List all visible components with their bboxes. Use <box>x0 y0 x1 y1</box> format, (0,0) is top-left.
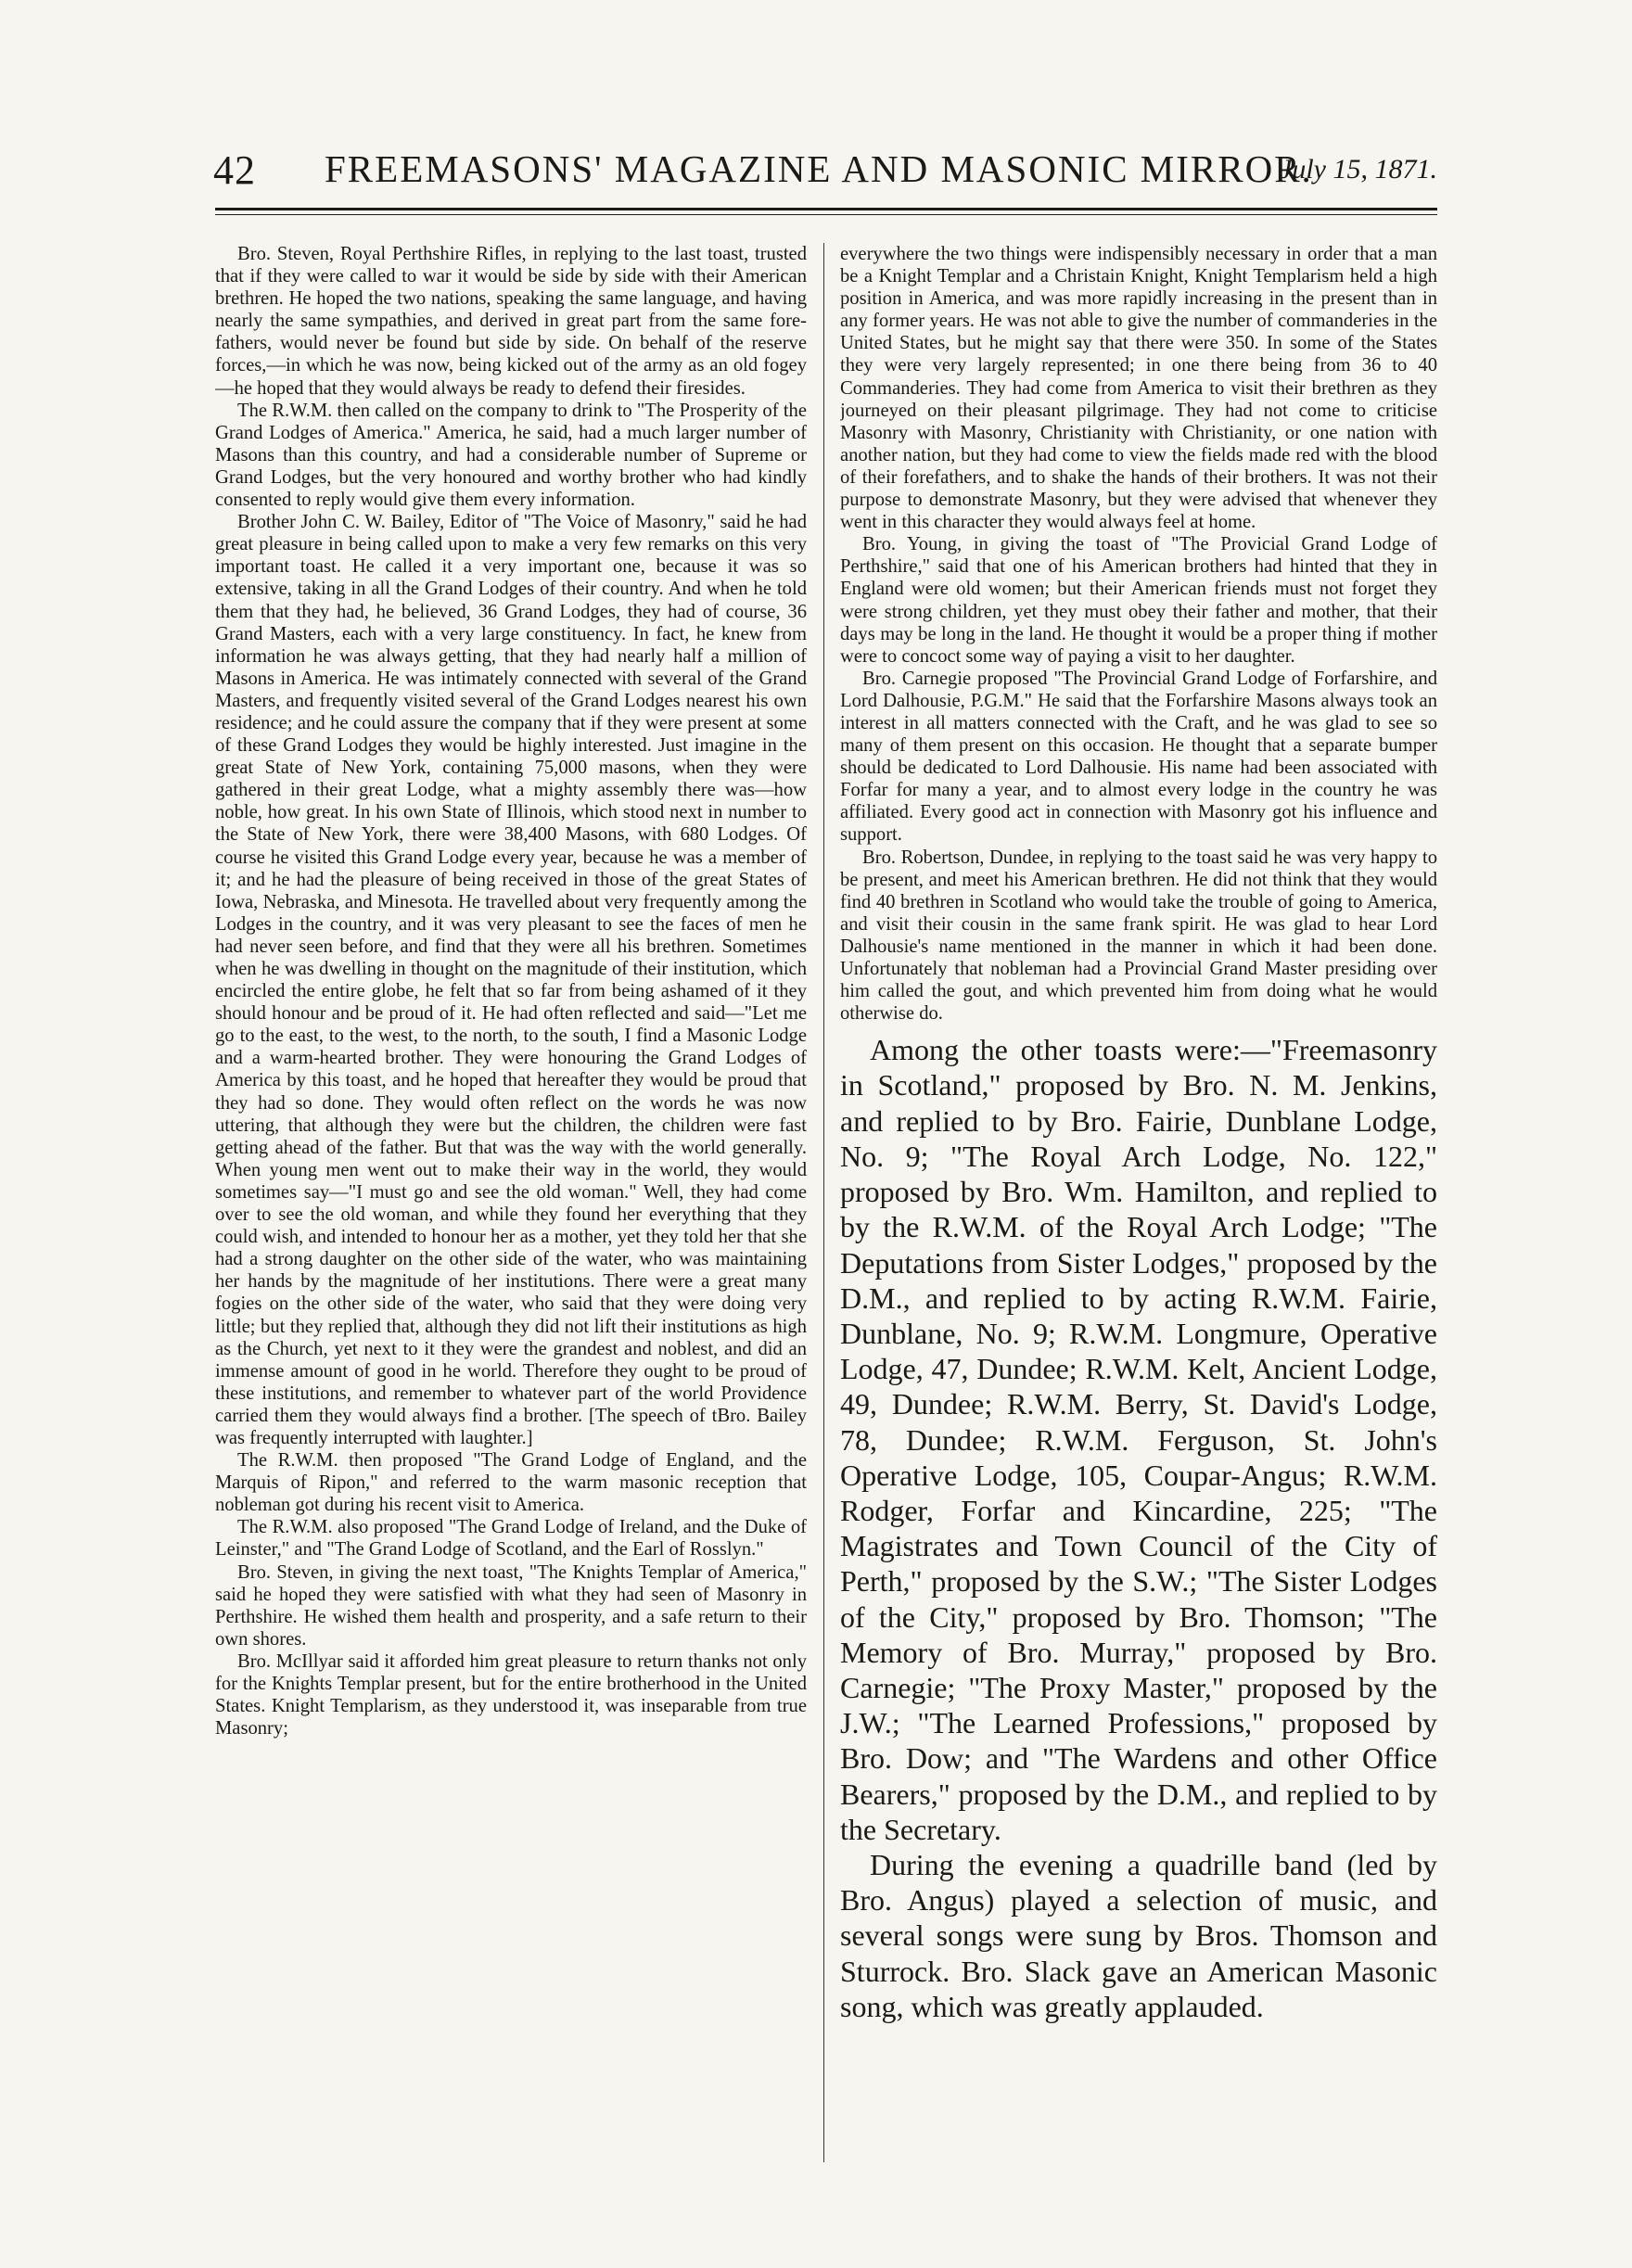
paragraph: everywhere the two things were indispensibly necessary in order that a man be a Knight Templar and a Christain Knight, Knight Templarism held a high position in America, and was more rapidly increasing in the present than in any former years. He was not able to give the number of commanderies in the United States, but he might say that there were 350. In some of the States they were very largely represented; in one there being from 36 to 40 Commanderies. They had come from America to visit their brethren as they journeyed on their pleasant pilgrimage. They had not come to criticise Masonry with Masonry, Christianity with Christianity, or one nation with another nation, but they had come to view the fields made red with the blood of their forefathers, and to shake the hands of their brothers. It was not their purpose to demonstrate Masonry, but they were advised that whenever they went in this character they would always feel at home. <box>840 244 1437 533</box>
large-type-section <box>840 1032 1437 2024</box>
header-rule-thin <box>215 214 1437 215</box>
paragraph: Bro. McIllyar said it afforded him great pleasure to return thanks not only for the Knights Templar present, but for the entire brotherhood in the United States. Knight Templarism, as they understood it, was inseparable from true Masonry; <box>215 1650 807 1739</box>
paragraph: Brother John C. W. Bailey, Editor of "The Voice of Masonry," said he had great pleasure in being called upon to make a very few remarks on this very important toast. He called it a very important one, because it was so extensive, taking in all the Grand Lodges of their country. And when he told them that they had, he believed, 36 Grand Lodges, they had of course, 36 Grand Masters, each with a very large constituency. In fact, he knew from information he was always getting, that they had nearly half a million of Masons in America. He was intimately connected with several of the Grand Masters, and frequently visited several of the Grand Lodges nearest his own residence; and he could assure the company that if they were present at some of these Grand Lodges they would be highly interested. Just imagine in the great State of New York, containing 75,000 masons, when they were gathered in their great Lodge, what a mighty assembly there was—how noble, how great. In his own State of Illinois, which stood next in number to the State of New York, there were 38,400 Masons, with 680 Lodges. Of course he visited this Grand Lodge every year, because he was a member of it; and he had the pleasure of being received in those of the great States of Iowa, Nebraska, and Minesota. He travelled about very frequently among the Lodges in the country, and it was very pleasant to see the faces of men he had never seen before, and find that they were all his brethren. Sometimes when he was dwelling in thought on the magnitude of their institution, which encircled the entire globe, he felt that so far from being ashamed of it they should honour and be proud of it. He had often reflected and said—"Let me go to the east, to the west, to the north, to the south, I find a Masonic Lodge and a warm-hearted brother. They were honouring the Grand Lodges of America by this toast, and he hoped that hereafter they would be proud that they had so done. They would often reflect on the words he was now uttering, that although they were but the children, the children were fast getting ahead of the father. But that was the way with the world generally. When young men went out to make their way in the world, they would sometimes say—"I must go and see the old woman." Well, they had come over to see the old woman, and while they found her everything that they could wish, and intended to honour her as a mother, yet they told her that she had a strong daughter on the other side of the water, who was maintaining her hands by the magnitude of her institutions. There were a great many fogies on the other side of the water, who said that they were doing very little; but they replied that, although they did not lift their institutions as high as the Church, yet next to it they were the grandest and noblest, and did an immense amount of good in he world. Therefore they ought to be proud of these institutions, and remember to whatever part of the world Providence carried them they would always find a brother. [The speech of tBro. Bailey was frequently interrupted with laughter.] <box>215 512 807 1448</box>
column-divider <box>823 243 824 2162</box>
page-header <box>213 147 1437 202</box>
paragraph: The R.W.M. then called on the company to drink to "The Prosperity of the Grand Lodges of America." America, he said, had a much larger number of Masons than this country, and had a considerable number of Supreme or Grand Lodges, but the very honoured and worthy brother who had kindly consented to reply would give them every information. <box>215 400 807 511</box>
page-number: 42 <box>213 147 256 193</box>
header-rule <box>215 208 1437 210</box>
paragraph: Bro. Robertson, Dundee, in replying to the toast said he was very happy to be present, and meet his American brethren. He did not think that they would find 40 brethren in Scotland who would take the trouble of going to America, and visit their cousin in the same frank spirit. He was glad to hear Lord Dalhousie's name mentioned in the manner in which it had been done. Unfortunately that nobleman had a Provincial Grand Master presiding over him called the gout, and which prevented him from doing what he would otherwise do. <box>840 847 1437 1025</box>
paragraph: The R.W.M. also proposed "The Grand Lodge of Ireland, and the Duke of Leinster," and "The Grand Lodge of Scotland, and the Earl of Rosslyn." <box>215 1517 807 1561</box>
paragraph: Bro. Carnegie proposed "The Provincial Grand Lodge of Forfarshire, and Lord Dalhousie, P.G.M." He said that the Forfarshire Masons always took an interest in all matters connected with the Craft, and he was glad to see so many of them present on this occasion. He thought that a separate bumper should be dedicated to Lord Dalhousie. His name had been associated with Forfar for many a year, and to almost every lodge in the country he was affiliated. Every good act in connection with Masonry got his influence and support. <box>840 668 1437 846</box>
paragraph: Bro. Steven, in giving the next toast, "The Knights Templar of America," said he hoped they were satisfied with what they had seen of Masonry in Perthshire. He wished them health and prosperity, and a safe return to their own shores. <box>215 1561 807 1650</box>
paragraph: Bro. Young, in giving the toast of "The Provicial Grand Lodge of Perthshire," said that one of his American brothers had hinted that they in England were old women; but their American friends must not forget they were strong children, yet they must obey their father and mother, that their days may be long in the land. He thought it would be a proper thing if mother were to concoct some way of paying a visit to her daughter. <box>840 534 1437 667</box>
right-column <box>840 243 1437 2167</box>
paragraph: During the evening a quadrille band (led by Bro. Angus) played a selection of music, and several songs were sung by Bros. Thomson and Sturrock. Bro. Slack gave an American Masonic song, which was greatly applauded. <box>840 1847 1437 2023</box>
paragraph: Bro. Steven, Royal Perthshire Rifles, in replying to the last toast, trusted that if they were called to war it would be side by side with their American brethren. He hoped the two nations, speaking the same language, and having nearly the same sympathies, and derived in great part from the same fore-fathers, would never be found but side by side. On behalf of the reserve forces,—in which he was now, being kicked out of the army as an old fogey—he hoped that they would always be ready to defend their firesides. <box>215 244 807 399</box>
issue-date: July 15, 1871. <box>1280 154 1437 185</box>
magazine-title: FREEMASONS' MAGAZINE AND MASONIC MIRROR. <box>325 147 1313 190</box>
paragraph: The R.W.M. then proposed "The Grand Lodge of England, and the Marquis of Ripon," and referred to the warm masonic reception that nobleman got during his recent visit to America. <box>215 1450 807 1516</box>
paragraph: Among the other toasts were:—"Freemasonry in Scotland," proposed by Bro. N. M. Jenkins, and replied to by Bro. Fairie, Dunblane Lodge, No. 9; "The Royal Arch Lodge, No. 122," proposed by Bro. Wm. Hamilton, and replied to by the R.W.M. of the Royal Arch Lodge; "The Deputations from Sister Lodges," proposed by the D.M., and replied to by acting R.W.M. Fairie, Dunblane, No. 9; R.W.M. Longmure, Operative Lodge, 47, Dundee; R.W.M. Kelt, Ancient Lodge, 49, Dundee; R.W.M. Berry, St. David's Lodge, 78, Dundee; R.W.M. Ferguson, St. John's Operative Lodge, 105, Coupar-Angus; R.W.M. Rodger, Forfar and Kincardine, 225; "The Magistrates and Town Council of the City of Perth," proposed by the S.W.; "The Sister Lodges of the City," proposed by Bro. Thomson; "The Memory of Bro. Murray," proposed by Bro. Carnegie; "The Proxy Master," proposed by the J.W.; "The Learned Professions," proposed by Bro. Dow; and "The Wardens and other Office Bearers," proposed by the D.M., and replied to by the Secretary. <box>840 1033 1437 1846</box>
left-column <box>215 243 807 2167</box>
